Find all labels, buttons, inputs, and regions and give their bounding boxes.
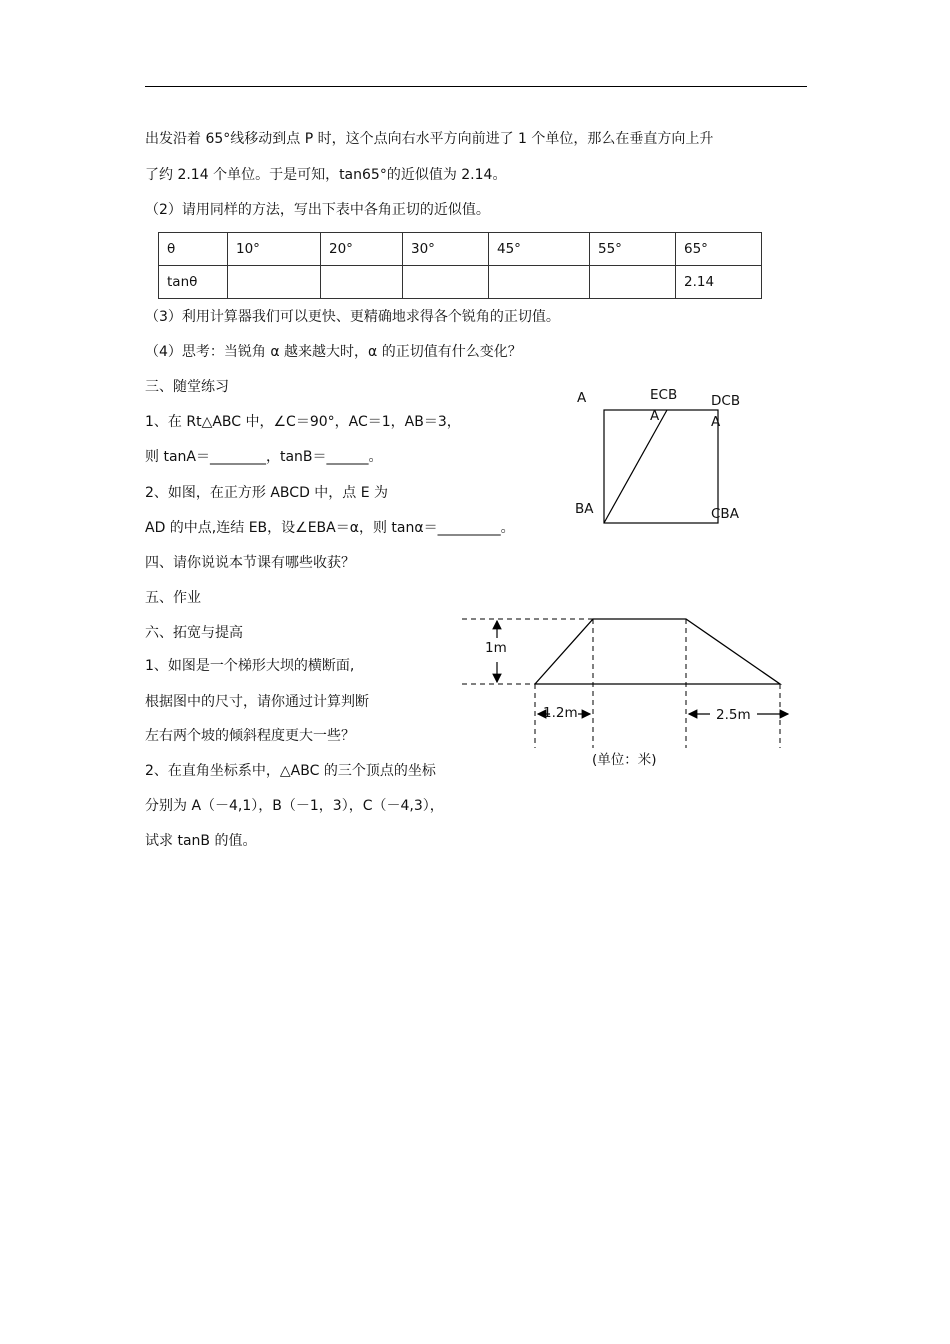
exercise-line: 试求 tanB 的值。	[145, 833, 257, 849]
section-heading: 四、请你说说本节课有哪些收获？	[145, 555, 355, 571]
vertex-label-d-sub: A	[711, 414, 721, 430]
dam-outline	[535, 619, 780, 684]
vertex-label-b: BA	[575, 501, 594, 517]
exercise-line: 则 tanA＝________，tanB＝______。	[145, 449, 383, 465]
table-cell: tanθ	[159, 266, 228, 299]
exercise-line: AD 的中点,连结 EB，设∠EBA＝α，则 tanα＝_________。	[145, 520, 515, 536]
exercise-line: 左右两个坡的倾斜程度更大一些？	[145, 728, 355, 744]
vertex-label-e: ECB	[650, 387, 678, 403]
section-heading: 五、作业	[145, 590, 201, 606]
vertex-label-e-sub: A	[650, 408, 660, 424]
table-cell: 55°	[590, 233, 676, 266]
exercise-line: 1、如图是一个梯形大坝的横断面,	[145, 658, 355, 674]
paragraph-line: （4）思考：当锐角 α 越来越大时，α 的正切值有什么变化？	[145, 344, 522, 360]
paragraph-line: 出发沿着 65°线移动到点 P 时，这个点向右水平方向前进了 1 个单位，那么在垂直方向上升	[145, 131, 714, 147]
table-cell: θ	[159, 233, 228, 266]
section-heading: 六、拓宽与提高	[145, 625, 243, 641]
exercise-line: 2、在直角坐标系中，△ABC 的三个顶点的坐标	[145, 763, 436, 779]
dam-unit-label: (单位：米)	[592, 752, 657, 768]
table-cell: 45°	[489, 233, 590, 266]
exercise-line: 分别为 A（－4,1），B（－1，3），C（－4,3），	[145, 798, 444, 814]
vertex-label-d: DCB	[711, 393, 741, 409]
table-cell: 20°	[321, 233, 403, 266]
vertex-label-c: CBA	[711, 506, 739, 522]
dam-left-width-label: 1.2m	[543, 705, 578, 721]
table-cell: 30°	[403, 233, 489, 266]
dam-height-label: 1m	[485, 640, 507, 656]
exercise-line: 根据图中的尺寸，请你通过计算判断	[145, 694, 369, 710]
exercise-line: 1、在 Rt△ABC 中，∠C＝90°，AC＝1，AB＝3，	[145, 414, 461, 430]
paragraph-line: 了约 2.14 个单位。于是可知，tan65°的近似值为 2.14。	[145, 167, 507, 183]
exercise-line: 2、如图，在正方形 ABCD 中，点 E 为	[145, 485, 389, 501]
dam-right-width-label: 2.5m	[716, 707, 751, 723]
section-heading: 三、随堂练习	[145, 379, 229, 395]
table-cell: 2.14	[676, 266, 762, 299]
paragraph-line: （2）请用同样的方法，写出下表中各角正切的近似值。	[145, 202, 490, 218]
table-cell: 10°	[228, 233, 321, 266]
paragraph-line: （3）利用计算器我们可以更快、更精确地求得各个锐角的正切值。	[145, 309, 560, 325]
table-cell: 65°	[676, 233, 762, 266]
vertex-label-a: A	[577, 390, 587, 406]
